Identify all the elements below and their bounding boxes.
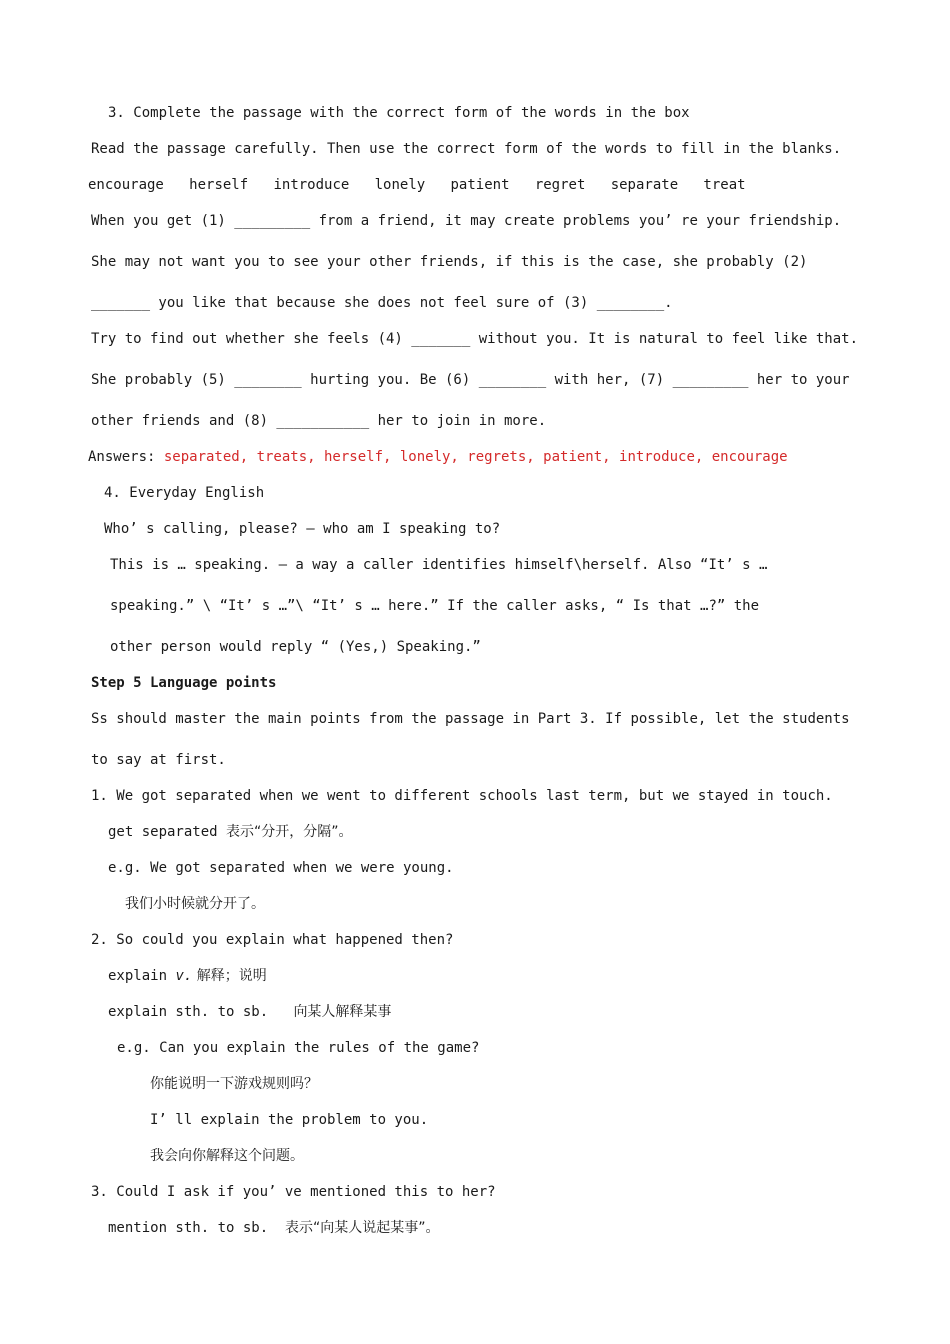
word-box-item: separate [610,177,679,193]
point2-definition [108,967,267,985]
point3-pattern-cn: 表示“向某人说起某事”。 [285,1220,440,1236]
word-box-item: encourage [88,177,164,193]
passage-line: When you get (1) _________ from a friend, it may create problems you’ re your friendship. [91,213,842,229]
point3-pattern [108,1219,440,1237]
point1-note-cn: 表示“分开，分隔”。 [226,824,353,840]
word-box-item: herself [189,177,249,193]
section4-heading: 4. Everyday English [104,485,265,501]
point2-pos: v. [175,968,193,984]
step5-heading: Step 5 Language points [91,675,277,691]
answers-line [88,448,788,466]
passage-line: She probably (5) ________ hurting you. Be (6) ________ with her, (7) _________ her to your [91,372,850,388]
section3-instruction: Read the passage carefully. Then use the correct form of the words to fill in the blanks. [91,141,842,157]
point2-example1-cn: 你能说明一下游戏规则吗？ [150,1076,318,1092]
point3-pattern-en: mention sth. to sb. [108,1220,286,1236]
answers-values: separated, treats, herself, lonely, regrets, patient, introduce, encourage [163,449,788,465]
point2-example1: e.g. Can you explain the rules of the game? [117,1040,480,1056]
point2-example2-cn: 我会向你解释这个问题。 [150,1148,304,1164]
word-box-item: introduce [273,177,350,193]
step5-intro-line: Ss should master the main points from the passage in Part 3. If possible, let the students [91,711,850,727]
word-box-item: patient [450,177,510,193]
everyday-english-line: speaking.” \ “It’ s …”\ “It’ s … here.” If the caller asks, “ Is that …?” the [110,598,760,614]
point2-pattern [108,1003,391,1021]
point2-pattern-cn: 向某人解释某事 [293,1004,392,1020]
passage-line: She may not want you to see your other friends, if this is the case, she probably (2) [91,254,808,270]
point1-example: e.g. We got separated when we were young. [108,860,454,876]
section3-heading: 3. Complete the passage with the correct form of the words in the box [108,105,690,121]
word-box [88,176,746,194]
point1-note-en: get separated [108,824,227,840]
point1-sentence: 1. We got separated when we went to different schools last term, but we stayed in touch. [91,788,833,804]
word-box-item: lonely [374,177,426,193]
passage-line: other friends and (8) ___________ her to join in more. [91,413,547,429]
word-box-item: treat [703,177,746,193]
passage-line: _______ you like that because she does not feel sure of (3) ________. [91,295,673,311]
step5-intro-line: to say at first. [91,752,226,768]
answers-label: Answers: [88,449,164,465]
point1-example-cn: 我们小时候就分开了。 [125,896,265,912]
point3-sentence: 3. Could I ask if you’ ve mentioned this to her? [91,1184,496,1200]
point2-pattern-en: explain sth. to sb. [108,1004,294,1020]
passage-line: Try to find out whether she feels (4) _______ without you. It is natural to feel like that. [91,331,859,347]
everyday-english-line: Who’ s calling, please? – who am I speaking to? [104,521,501,537]
point2-word: explain [108,968,176,984]
point2-sentence: 2. So could you explain what happened then? [91,932,454,948]
word-box-item: regret [534,177,586,193]
everyday-english-line: other person would reply “ (Yes,) Speaking.” [110,639,481,655]
point2-meaning: 解释；说明 [192,968,267,984]
point1-note [108,823,353,841]
everyday-english-line: This is … speaking. – a way a caller identifies himself\herself. Also “It’ s … [110,557,768,573]
point2-example2: I’ ll explain the problem to you. [150,1112,429,1128]
